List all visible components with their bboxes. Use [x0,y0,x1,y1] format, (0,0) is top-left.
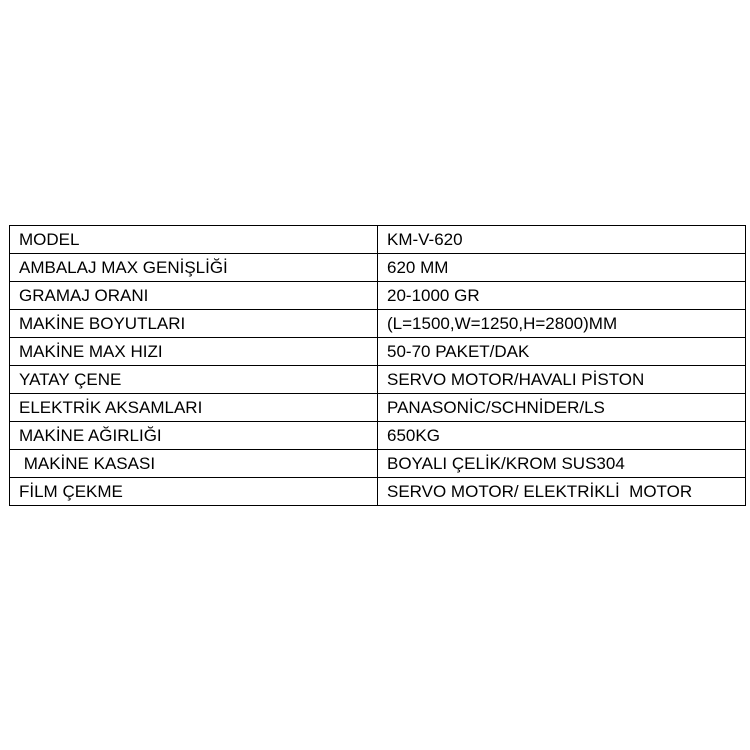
spec-label: GRAMAJ ORANI [10,282,378,310]
spec-label: MAKİNE BOYUTLARI [10,310,378,338]
table-row [10,478,746,506]
table-row [10,450,746,478]
table-row [10,282,746,310]
spec-value: 620 MM [378,254,746,282]
table-row [10,422,746,450]
spec-label: AMBALAJ MAX GENİŞLİĞİ [10,254,378,282]
spec-value: KM-V-620 [378,226,746,254]
table-row [10,310,746,338]
spec-value: BOYALI ÇELİK/KROM SUS304 [378,450,746,478]
spec-value: SERVO MOTOR/ ELEKTRİKLİ MOTOR [378,478,746,506]
table-row [10,366,746,394]
spec-label: MAKİNE AĞIRLIĞI [10,422,378,450]
spec-value: (L=1500,W=1250,H=2800)MM [378,310,746,338]
spec-label: MODEL [10,226,378,254]
table-row [10,226,746,254]
spec-value: 20-1000 GR [378,282,746,310]
spec-value: SERVO MOTOR/HAVALI PİSTON [378,366,746,394]
specifications-table [9,225,746,506]
table-row [10,394,746,422]
spec-value: PANASONİC/SCHNİDER/LS [378,394,746,422]
spec-value: 650KG [378,422,746,450]
spec-label: MAKİNE MAX HIZI [10,338,378,366]
table-row [10,338,746,366]
spec-label: MAKİNE KASASI [10,450,378,478]
spec-value: 50-70 PAKET/DAK [378,338,746,366]
table-row [10,254,746,282]
spec-label: FİLM ÇEKME [10,478,378,506]
spec-label: YATAY ÇENE [10,366,378,394]
spec-label: ELEKTRİK AKSAMLARI [10,394,378,422]
